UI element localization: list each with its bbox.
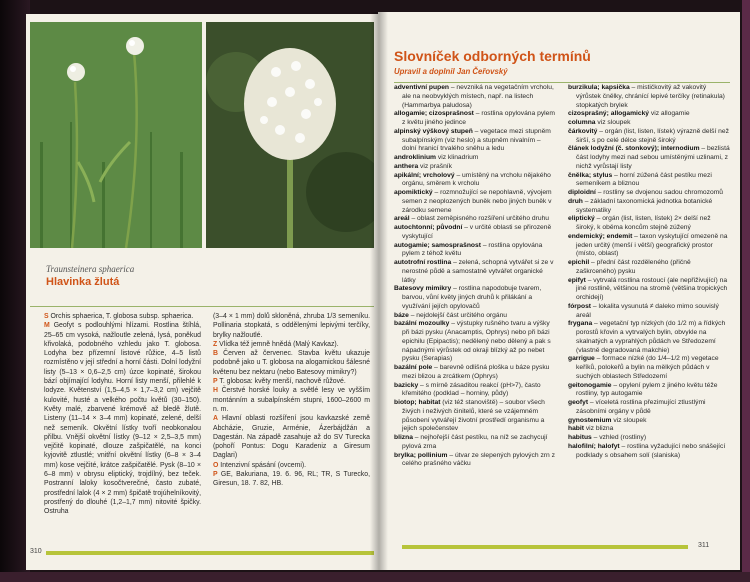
glossary-definition: – rozmnožující se nepohlavně, vývojem semen z neoplozených buněk nebo jiných buněk v zárodku semene (402, 189, 552, 214)
paragraph-marker: A (213, 415, 218, 423)
glossary-term: báze (394, 311, 409, 319)
glossary-term: biotop; habitat (394, 399, 441, 406)
glossary-definition: viz blizna (583, 425, 614, 433)
glossary-definition: – opylení pylem z jiného květu téže rostliny, typ autogamie (576, 381, 718, 398)
glossary-entry (394, 84, 556, 110)
paragraph-marker: O (213, 461, 219, 469)
glossary-entry (568, 302, 730, 321)
glossary-definition: – přední část rozděleného (přičně zaškrceného) pysku (576, 259, 691, 275)
glossary-entry (568, 320, 730, 355)
glossary-term: druh (568, 197, 583, 205)
glossary-term: epichil (568, 259, 590, 266)
glossary-definition: – bezlistá část lodyhy mezi nad sebou umístěnými uzlinami, z nichž vyrůstají listy (576, 145, 730, 170)
glossary-definition: – orgán (list, listen, lístek) 2× delší než široký, k oběma koncům stejně zúžený (576, 215, 711, 231)
glossary-term: burzikula; kapsička (568, 84, 630, 91)
glossary-definition: – formace nízké (do 1/4–1/2 m) vegetace keříků, polokeřů a bylin na mělkých půdách v suchých oblastech Středozemí (576, 355, 719, 380)
glossary-column-2 (568, 84, 730, 469)
paragraph-marker: P (213, 378, 218, 386)
glossary-entry (568, 399, 730, 417)
glossary-subtitle: Upravil a doplnil Jan Čeřovský (394, 67, 508, 76)
species-paragraph (213, 377, 370, 386)
glossary-term: fórpost (568, 302, 592, 310)
paragraph-text: Čerstvé horské louky a světlé lesy ve vyšším montánním a subalpínském stupni, 1600–2600 m n. m. (213, 387, 370, 413)
book-cover-right-edge (742, 0, 750, 582)
page-number: 311 (698, 542, 710, 549)
species-paragraph (44, 312, 201, 321)
glossary-definition: viz sloupek (595, 119, 631, 126)
glossary-term: garrigue (568, 355, 595, 363)
paragraph-text: Intenzivní spásání (ovcemi). (218, 461, 307, 469)
glossary-term: autochtonní; původní (394, 224, 463, 231)
glossary-definition: – orgán (list, listen, lístek) výrazně delší než širší, s po celé délce stejně široký (576, 127, 729, 144)
glossary-entry (394, 285, 556, 311)
glossary-term: geitonogamie (568, 381, 612, 389)
glossary-entry (394, 364, 556, 382)
glossary-definition: – umístěný na vrcholu nějakého orgánu, směrem k vrcholu (402, 171, 551, 188)
book-cover-bottom-edge (0, 572, 750, 582)
glossary-term: článek lodyžní (č. stonkový); internodium (568, 145, 700, 153)
glossary-definition: viz klinadrium (436, 154, 479, 161)
glossary-term: bazální pole (394, 364, 433, 371)
glossary-definition: – v určité oblasti se přirozeně vyskytující (402, 224, 552, 240)
glossary-definition: – nejhořejší část pestíku, na níž se zachycují pylová zrna (402, 434, 548, 450)
glossary-definition: – nevzniká na vegetačním vrcholu, ale na neobvyklých místech, např. na listech (Hammarbya paludosa) (402, 84, 554, 109)
glossary-term: adventivní pupen (394, 84, 449, 91)
glossary-definition: – lokalita vysunutá ≠ daleko mimo souvislý areál (576, 302, 719, 319)
glossary-definition: – barevně odlišná ploška u báze pysku mezi blizou a zrcátkem (Ophrys) (402, 364, 550, 380)
glossary-term: čnělka; stylus (568, 171, 613, 179)
divider-line (30, 306, 374, 307)
paragraph-text: (3–4 × 1 mm) dolů skloněná, zhruba 1/3 semeníku. Pollinaria stopkatá, s oddělenými lepivými terčíky, brylky nažloutlé. (213, 313, 370, 339)
footer-bar (402, 545, 688, 549)
glossary-definition: – vzhled (rostliny) (591, 434, 647, 441)
glossary-definition: viz sloupek (611, 416, 647, 424)
glossary-entry (394, 171, 556, 190)
glossary-term: eliptický (568, 215, 595, 223)
glossary-entry (394, 311, 556, 321)
glossary-entry (394, 189, 556, 215)
glossary-entry (568, 425, 730, 434)
glossary-entry (568, 276, 730, 303)
species-paragraph (213, 470, 370, 489)
glossary-entry (568, 434, 730, 443)
glossary-definition: – vegetace mezi stupněm subalpínským (viz heslo) a stupněm nivalním – dolní hranicí trvalého sněhu a ledu (402, 127, 551, 153)
paragraph-text: Geofyt s podlouhlými hlízami. Rostlina štíhlá, 25–65 cm vysoká, nažloutle zelená, lysá, poněkud křivolaká, podobného vzhledu jako T. globosa. Lodyha bez přízemní listové růžice, 4–5 listů rozmístěno v její střední a horní části. Dolní lodyžní listy (5–13 × 0,6–2,5 cm) úzce kopinaté, širokou bází objímající lodyhu. Horní listy menší, přilehlé k lodyze. Květenství (1,5–4,5 × 1,7–3,2 cm) vejčitě kulovité, husté a velkého počtu květů (30–150). Květy malé, zbarvené krémově až bledě žlutě. Listeny (11–14 × 3–4 mm) kopinaté, zelené, delší než semeník. Okvětní lístky tvoří neobkonalou přilbu. Vnější okvětní lístky (9–12 × 2,5–3,5 mm) vejčitě kopinaté, dlouze zašpičatělé, na konci kyjovitě ztlustlé; vnitřní okvětní lístky (6–8 × 3–4 mm) kose vejčité, krátce zašpičatělé. Pysk (8–10 × 6–8 mm) v obrysu eliptický, trojdílný, bez teček. Postranní laloky kosočtverečné, často zubaté, prostřední lalok (4 × 2 mm) špičatě trojúhelníkovitý, prostřený do dlouhé (1,2–1,7 mm) nitovité špičky. Ostruha (44, 322, 201, 516)
paragraph-marker: B (213, 350, 218, 358)
species-paragraph (213, 386, 370, 414)
paragraph-marker: M (44, 322, 50, 330)
glossary-definition: – mističkovitý až vakovitý výrůstek čnělky, chránící lepivé terčíky (retinakula) stopkatých brylek (576, 84, 725, 109)
glossary-definition: – vytrvalá rostlina rostoucí (ale nepřiživující) na jiné rostlině, většinou na stromě (většina tropických orchidejí) (576, 276, 728, 301)
glossary-entry (394, 110, 556, 128)
paragraph-text: Červen až červenec. Stavba květu ukazuje podobně jako u T. globosa na alogamickou šálesné květenu bez nektaru (nebo Batesovy mimikry?) (213, 350, 370, 376)
glossary-term: habitus (568, 434, 592, 441)
species-column-1 (44, 312, 201, 517)
glossary-entry (394, 241, 556, 260)
right-page (378, 12, 740, 570)
glossary-definition: viz allogamie (649, 110, 690, 118)
species-column-2 (213, 312, 370, 517)
glossary-definition: – s mírně zásaditou reakcí (pH>7), často křemitého (podklad – horniny, půdy) (402, 381, 541, 398)
species-paragraph (213, 340, 370, 349)
paragraph-text: Orchis sphaerica, T. globosa subsp. sphaerica. (48, 313, 194, 320)
glossary-entry (394, 127, 556, 154)
glossary-definition: – oblast zeměpisného rozšíření určitého druhu (409, 215, 550, 223)
glossary-term: apikální; vrcholový (394, 171, 455, 179)
glossary-entry (568, 442, 730, 461)
glossary-definition: – rostlina opylována pylem z téhož květu (402, 241, 543, 258)
species-paragraph (213, 414, 370, 460)
species-paragraph (213, 461, 370, 470)
glossary-entry (394, 224, 556, 242)
paragraph-text: GE, Bakuriana, 19. 6. 96, RL; TR, S Turecko, Giresun, 18. 7. 82, HB. (213, 471, 370, 488)
paragraph-marker: P (213, 471, 218, 479)
glossary-entry (394, 259, 556, 285)
glossary-entry (568, 381, 730, 400)
glossary-term: geofyt (568, 399, 589, 406)
glossary-definition: – rostlina opylována pylem z květu jiného jedince (402, 110, 555, 126)
glossary-entry (568, 189, 730, 198)
glossary-entry (394, 399, 556, 434)
glossary-term: epifyt (568, 276, 586, 284)
glossary-column-1 (394, 84, 556, 469)
glossary-entry (394, 154, 556, 163)
glossary-entry (568, 171, 730, 190)
glossary-entry (394, 434, 556, 452)
glossary-definition: – víceletá rostlina přezimující ztlustlými zásobními orgány v půdě (576, 399, 706, 415)
glossary-definition: viz prašník (418, 162, 452, 170)
species-description (44, 312, 370, 517)
glossary-term: diploidní (568, 189, 596, 196)
glossary-term: areál (394, 215, 410, 223)
glossary-term: endemický; endemit (568, 232, 633, 240)
page-number: 310 (30, 548, 42, 555)
paragraph-text: Hlavní oblasti rozšíření jsou kavkazské země Abcházie, Gruzie, Arménie, Ázerbájdžán a Dagestán. Na západě zasahuje až do SV Turecka (pohoří Pontus: Dogu Karadeniz a Giresum Daglari) (213, 415, 370, 460)
glossary-entry (568, 119, 730, 128)
glossary-term: alpinský výškový stupeň (394, 127, 473, 135)
glossary-entry (568, 355, 730, 381)
glossary-term: apomiktický (394, 189, 433, 196)
paragraph-marker: H (213, 387, 218, 395)
divider-line (394, 82, 730, 83)
glossary-definition: (viz též stanoviště) – soubor všech živých i neživých činitelů, které se vzájemném působení vytvářejí životní prostředí organismu a jejich společenstev (402, 399, 545, 433)
glossary-definition: – taxon vyskytující omezeně na jeden určitý (menší i větší) geografický prostor (místo, oblast) (576, 232, 728, 258)
glossary-definition: – vegetační typ nízkých (do 1/2 m) a řídkých porostů křovin a vytrvalých bylin, obvykle na skalnatých a vyprahlých půdách ve Středozemí (vlastně degradovaná makchie) (576, 320, 726, 354)
glossary-term: halofilní; halofyt (568, 442, 620, 450)
glossary-definition: – zelená, schopná vytvářet si ze v nerostné půdě a samostatně vytvářet organické látky (402, 259, 554, 284)
glossary-entry (568, 259, 730, 277)
glossary-definition: – nejdolejší část určitého orgánu (408, 311, 508, 319)
glossary-term: autotrofní rostlina (394, 259, 452, 266)
glossary-entries (394, 84, 730, 469)
glossary-term: brylka; pollinium (394, 451, 448, 459)
glossary-term: autogamie; samosprašnost (394, 241, 481, 249)
orchid-closeup-illustration (206, 22, 374, 248)
glossary-entry (568, 416, 730, 426)
footer-bar (46, 551, 374, 555)
orchid-meadow-illustration (30, 22, 202, 248)
species-latin-name: Traunsteinera sphaerica (46, 264, 135, 274)
glossary-definition: – rostlina napodobuje tvarem, barvou, vůní květy jiných druhů k přilákání a využívání jejích opylovačů (402, 285, 542, 310)
glossary-title: Slovníček odborných termínů (394, 48, 591, 64)
glossary-term: allogamie; cizosprašnost (394, 110, 474, 118)
species-paragraph (44, 321, 201, 516)
glossary-term: columna (568, 119, 596, 126)
glossary-term: Batesovy mimikry (394, 285, 452, 293)
paragraph-text: T. globosa: květy menší, nachově růžové. (217, 378, 346, 386)
glossary-entry (568, 232, 730, 259)
glossary-definition: – výstupky rušného tvaru a výšky při bázi pysku (Anacamptis, Ophrys) nebo při bázi epichilu (Epipactis); nedělený nebo dělený a pak s nápadnými výrůstek od okraji blízký až po nebet pysku (Serapias) (402, 320, 551, 363)
paragraph-text: Vlídka též jemně hnědá (Malý Kavkaz). (217, 340, 339, 348)
glossary-entry (568, 84, 730, 110)
glossary-definition: – rostlina vyžadující nebo snášející podklady s obsahem solí (slaniska) (576, 442, 726, 459)
paragraph-marker: S (44, 313, 49, 320)
glossary-entry (394, 451, 556, 470)
glossary-definition: – rostliny se dvojenou sadou chromozomů (595, 189, 723, 196)
glossary-term: habit (568, 425, 584, 433)
glossary-term: anthera (394, 162, 419, 170)
orchid-photo-closeup (206, 22, 374, 248)
glossary-entry (394, 215, 556, 224)
glossary-entry (394, 162, 556, 172)
glossary-entry (568, 197, 730, 216)
glossary-entry (394, 320, 556, 364)
glossary-term: androklinium (394, 154, 436, 161)
paragraph-marker: Z (213, 340, 218, 348)
glossary-term: cizosprašný; allogamický (568, 110, 650, 118)
species-paragraph (213, 349, 370, 377)
glossary-entry (394, 381, 556, 400)
glossary-term: čárkovitý (568, 127, 598, 135)
glossary-term: blizna (394, 434, 413, 441)
species-czech-name: Hlavinka žlutá (46, 276, 120, 288)
glossary-entry (568, 110, 730, 119)
glossary-entry (568, 127, 730, 146)
glossary-term: gynostemium (568, 416, 612, 424)
orchid-photo-meadow (30, 22, 202, 248)
glossary-definition: – základní taxonomická jednotka botanické systematiky (576, 197, 713, 214)
glossary-term: bazicky (394, 381, 419, 389)
left-page (26, 14, 378, 570)
glossary-term: bazální mozoulky (394, 320, 450, 328)
species-paragraph (213, 312, 370, 340)
glossary-entry (568, 145, 730, 171)
glossary-entry (568, 215, 730, 233)
glossary-definition: – horní zúžená část pestíku mezi semeníkem a bliznou (576, 171, 712, 188)
glossary-definition: – útvar ze slepených pylových zrn z celého prašného váčku (402, 451, 555, 468)
glossary-term: frygana (568, 320, 593, 328)
